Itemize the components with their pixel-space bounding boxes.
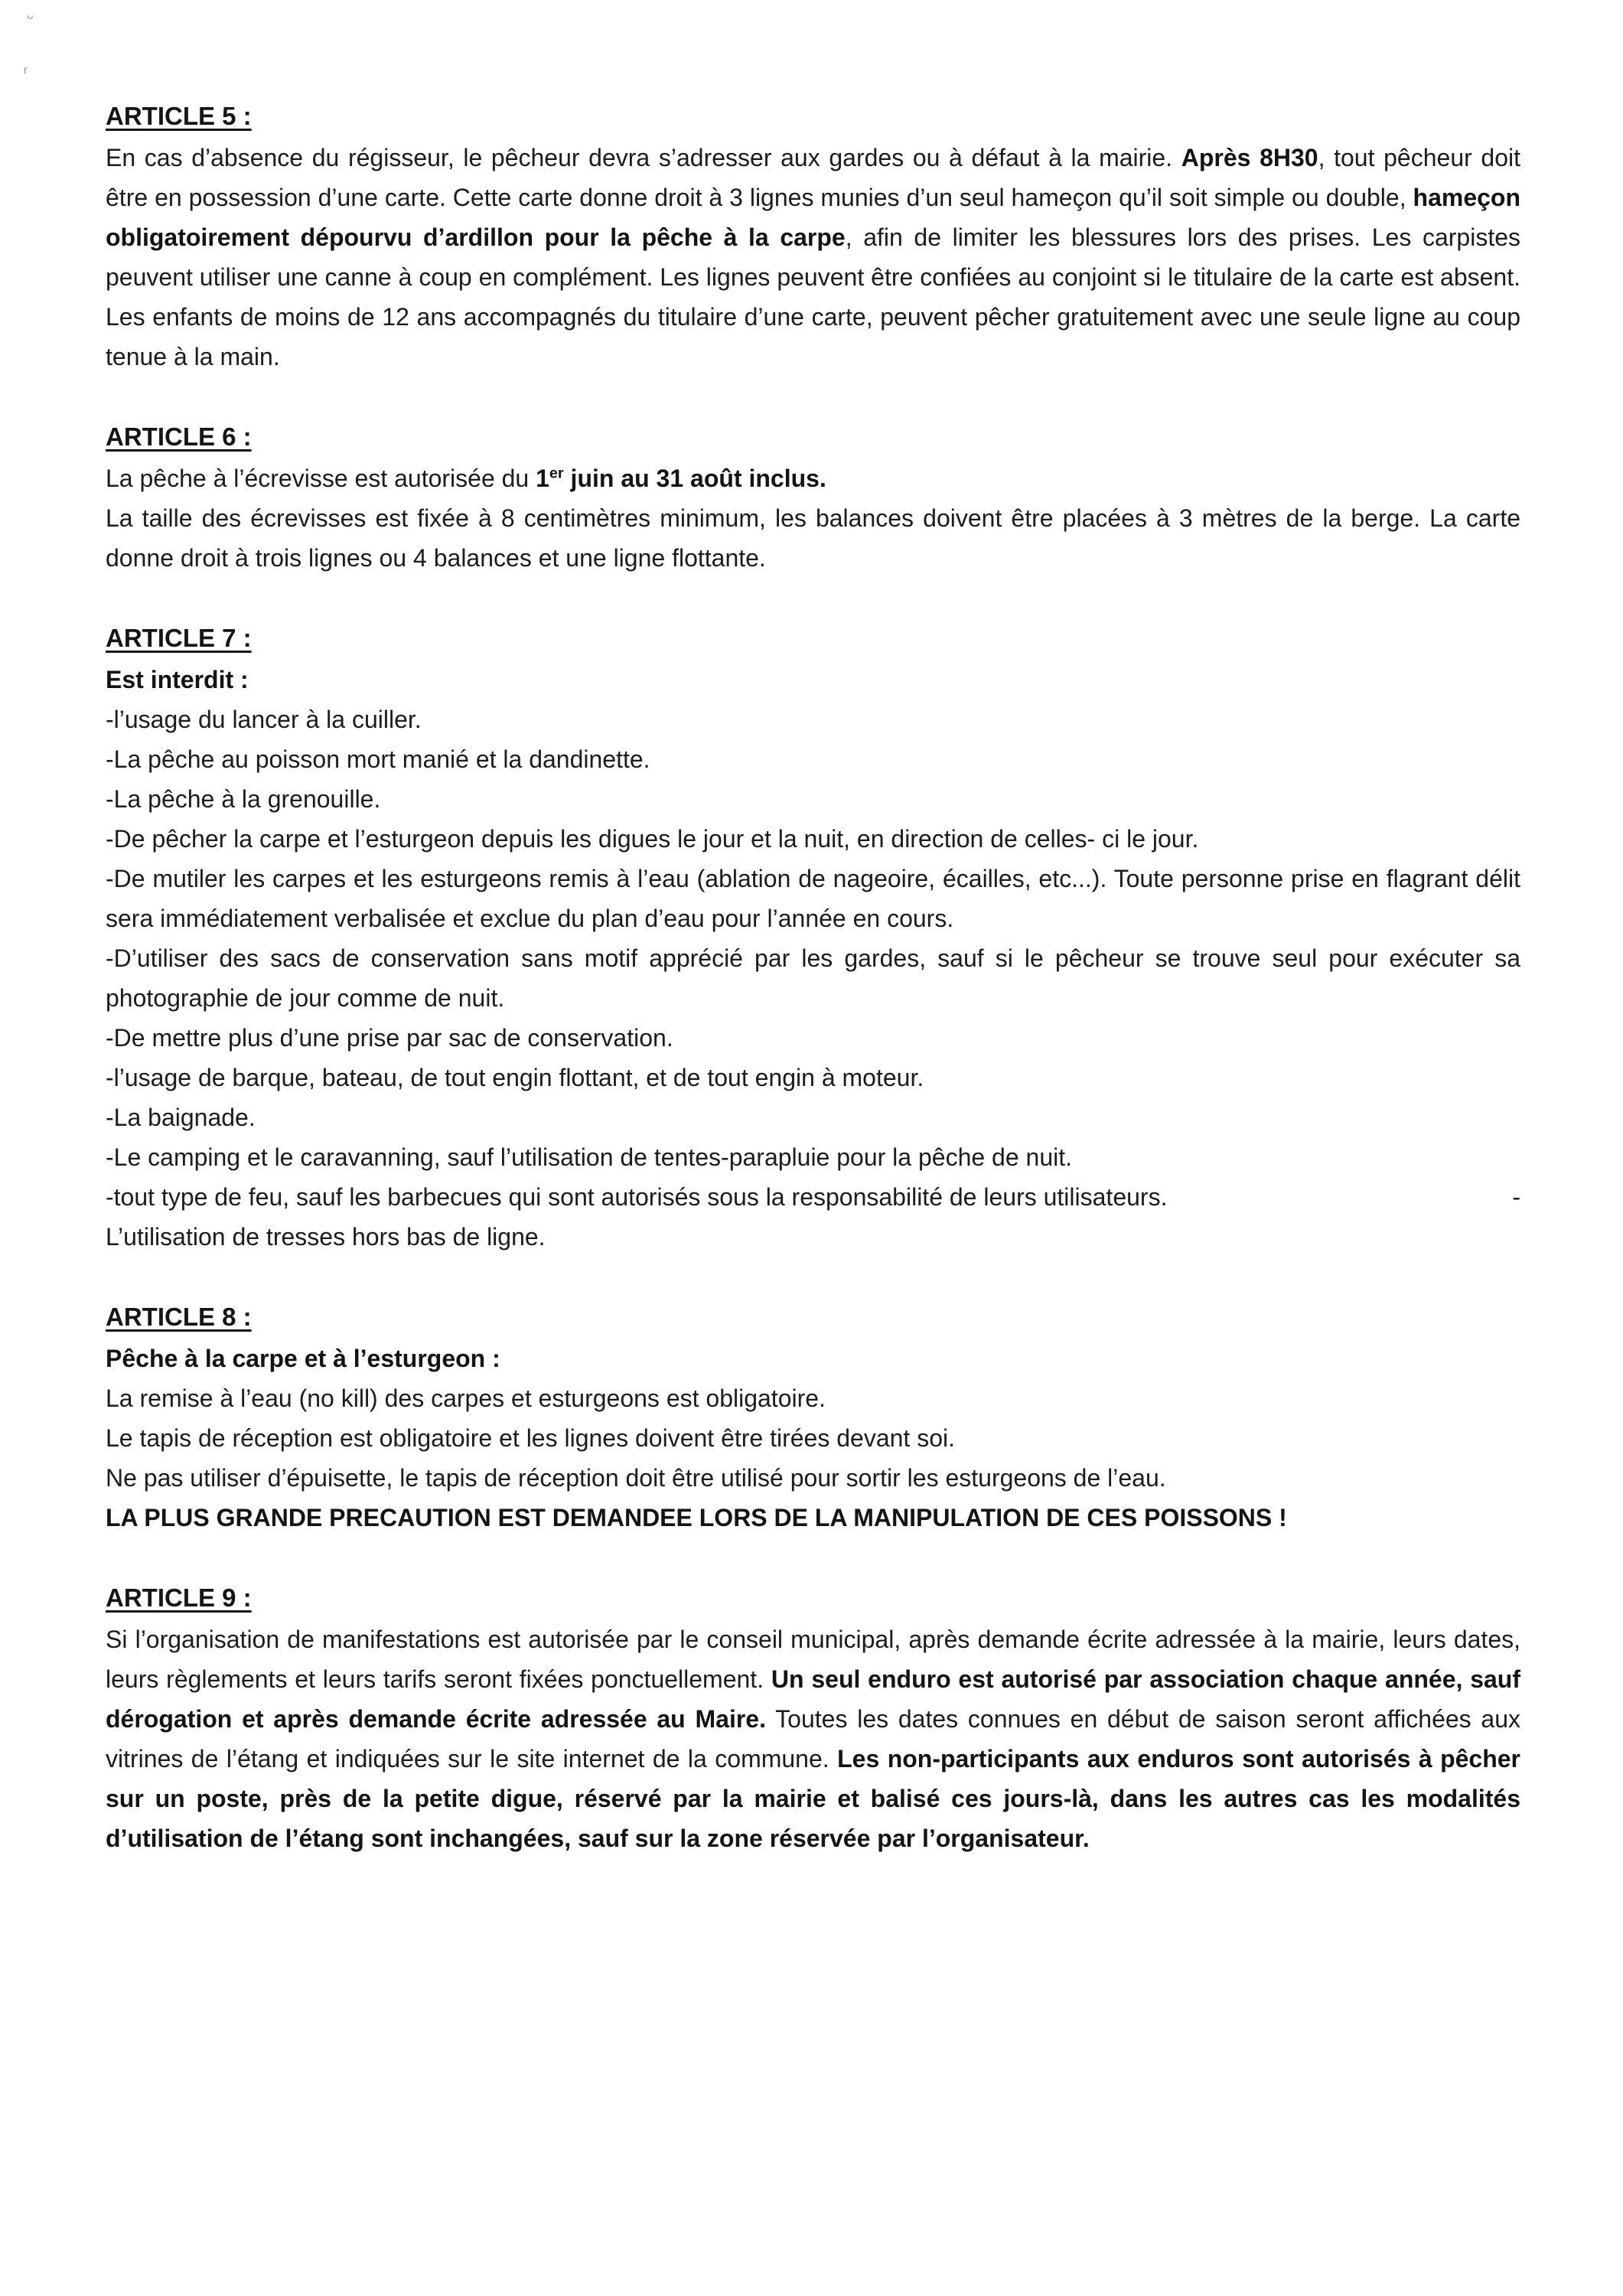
text-segment: -l’usage de barque, bateau, de tout engin flottant, et de tout engin à moteur. bbox=[106, 1064, 924, 1091]
text-segment: La pêche à l’écrevisse est autorisée du bbox=[106, 465, 536, 492]
text-segment: juin au 31 août inclus. bbox=[563, 465, 826, 492]
text-segment: La taille des écrevisses est fixée à 8 centimètres minimum, les balances doivent être placées à 3 mètres de la berge. La carte donne droit à trois lignes ou 4 balances et une ligne flottante. bbox=[106, 504, 1520, 572]
article-section bbox=[106, 96, 1520, 377]
paragraph bbox=[106, 1339, 1520, 1378]
paragraph bbox=[106, 1137, 1520, 1177]
paragraph bbox=[106, 938, 1520, 1018]
text-segment: -De pêcher la carpe et l’esturgeon depuis les digues le jour et la nuit, en direction de celles- ci le jour. bbox=[106, 825, 1199, 853]
text-segment: hameçon obligatoirement dépourvu d’ardillon pour la pêche à la carpe bbox=[106, 184, 1520, 251]
text-segment: L’utilisation de tresses hors bas de ligne. bbox=[106, 1223, 546, 1251]
paragraph bbox=[106, 458, 1520, 498]
scan-artifact: ʳ bbox=[23, 62, 29, 83]
paragraph bbox=[106, 1097, 1520, 1137]
text-segment: Pêche à la carpe et à l’esturgeon : bbox=[106, 1345, 500, 1372]
paragraph bbox=[106, 498, 1520, 578]
article-heading: ARTICLE 6 : bbox=[106, 422, 252, 451]
paragraph bbox=[106, 1619, 1520, 1858]
article-section bbox=[106, 1578, 1520, 1858]
text-segment: -La baignade. bbox=[106, 1104, 256, 1131]
paragraph bbox=[106, 1177, 1520, 1217]
paragraph bbox=[106, 1418, 1520, 1458]
text-segment: Toutes les dates connues en début de saison seront affichées aux vitrines de l’étang et indiquées sur le site internet de la commune. bbox=[106, 1705, 1521, 1773]
text-segment: -De mutiler les carpes et les esturgeons remis à l’eau (ablation de nageoire, écailles, etc...). Toute personne prise en flagrant délit sera immédiatement verbalisée et exclue du plan d’eau pour l’année en cours. bbox=[106, 865, 1520, 932]
text-segment: -l’usage du lancer à la cuiller. bbox=[106, 706, 422, 733]
text-segment: - bbox=[1512, 1183, 1520, 1211]
text-segment: LA PLUS GRANDE PRECAUTION EST DEMANDEE LORS DE LA MANIPULATION DE CES POISSONS ! bbox=[106, 1504, 1287, 1531]
article-heading: ARTICLE 9 : bbox=[106, 1583, 252, 1612]
article-section bbox=[106, 1297, 1520, 1538]
document-body bbox=[106, 96, 1520, 1858]
text-segment: -Le camping et le caravanning, sauf l’utilisation de tentes-parapluie pour la pêche de nuit. bbox=[106, 1143, 1073, 1171]
text-segment: Ne pas utiliser d’épuisette, le tapis de réception doit être utilisé pour sortir les esturgeons de l’eau. bbox=[106, 1464, 1166, 1492]
paragraph bbox=[106, 1498, 1520, 1538]
paragraph bbox=[106, 859, 1520, 938]
text-segment: -La pêche au poisson mort manié et la dandinette. bbox=[106, 745, 650, 773]
text-segment: En cas d’absence du régisseur, le pêcheur devra s’adresser aux gardes ou à défaut à la mairie. bbox=[106, 144, 1181, 171]
text-segment: Les non-participants aux enduros sont autorisés à pêcher sur un poste, près de la petite digue, réservé par la mairie et balisé ces jours-là, dans les autres cas les modalités d’utilisation de l’étang sont inchangées, sauf sur la zone réservée par l’organisateur. bbox=[106, 1745, 1521, 1852]
text-segment: La remise à l’eau (no kill) des carpes et esturgeons est obligatoire. bbox=[106, 1384, 826, 1412]
text-segment: -La pêche à la grenouille. bbox=[106, 785, 381, 813]
text-segment: Après 8H30 bbox=[1181, 144, 1318, 171]
paragraph bbox=[106, 779, 1520, 819]
article-heading: ARTICLE 8 : bbox=[106, 1303, 252, 1331]
article-section bbox=[106, 417, 1520, 578]
text-segment: -D’utiliser des sacs de conservation sans motif apprécié par les gardes, sauf si le pêcheur se trouve seul pour exécuter sa photographie de jour comme de nuit. bbox=[106, 944, 1520, 1012]
paragraph bbox=[106, 138, 1520, 377]
paragraph bbox=[106, 1058, 1520, 1097]
paragraph bbox=[106, 819, 1520, 859]
paragraph bbox=[106, 1217, 1520, 1257]
paragraph bbox=[106, 1378, 1520, 1418]
text-segment: -tout type de feu, sauf les barbecues qui sont autorisés sous la responsabilité de leurs utilisateurs. bbox=[106, 1183, 1168, 1211]
text-segment: er bbox=[549, 465, 564, 482]
text-segment: Si l’organisation de manifestations est autorisée par le conseil municipal, après demande écrite adressée à la mairie, leurs dates, leurs règlements et leurs tarifs seront fixées ponctuellement. bbox=[106, 1626, 1520, 1693]
text-segment: 1 bbox=[536, 465, 549, 492]
paragraph bbox=[106, 1018, 1520, 1058]
paragraph bbox=[106, 700, 1520, 739]
paragraph bbox=[106, 1458, 1520, 1498]
paragraph bbox=[106, 739, 1520, 779]
text-segment: Est interdit : bbox=[106, 666, 249, 693]
article-heading: ARTICLE 7 : bbox=[106, 624, 252, 652]
text-segment: -De mettre plus d’une prise par sac de conservation. bbox=[106, 1024, 673, 1052]
text-segment: Un seul enduro est autorisé par association chaque année, sauf dérogation et après demande écrite adressée au Maire. bbox=[106, 1665, 1521, 1733]
text-segment: , tout pêcheur doit être en possession d’une carte. Cette carte donne droit à 3 lignes munies d’un seul hameçon qu’il soit simple ou double, bbox=[106, 144, 1521, 211]
text-segment: , afin de limiter les blessures lors des prises. Les carpistes peuvent utiliser une canne à coup en complément. Les lignes peuvent être confiées au conjoint si le titulaire de la carte est absent. Les enfants de moins de 12 ans accompagnés du titulaire d’une carte, peuvent pêcher gratuitement avec une seule ligne au coup tenue à la main. bbox=[106, 223, 1521, 370]
paragraph bbox=[106, 660, 1520, 700]
text-segment: Le tapis de réception est obligatoire et les lignes doivent être tirées devant soi. bbox=[106, 1424, 955, 1452]
article-heading: ARTICLE 5 : bbox=[106, 102, 252, 130]
scan-artifact: ᵕ bbox=[24, 7, 35, 28]
article-section bbox=[106, 618, 1520, 1257]
